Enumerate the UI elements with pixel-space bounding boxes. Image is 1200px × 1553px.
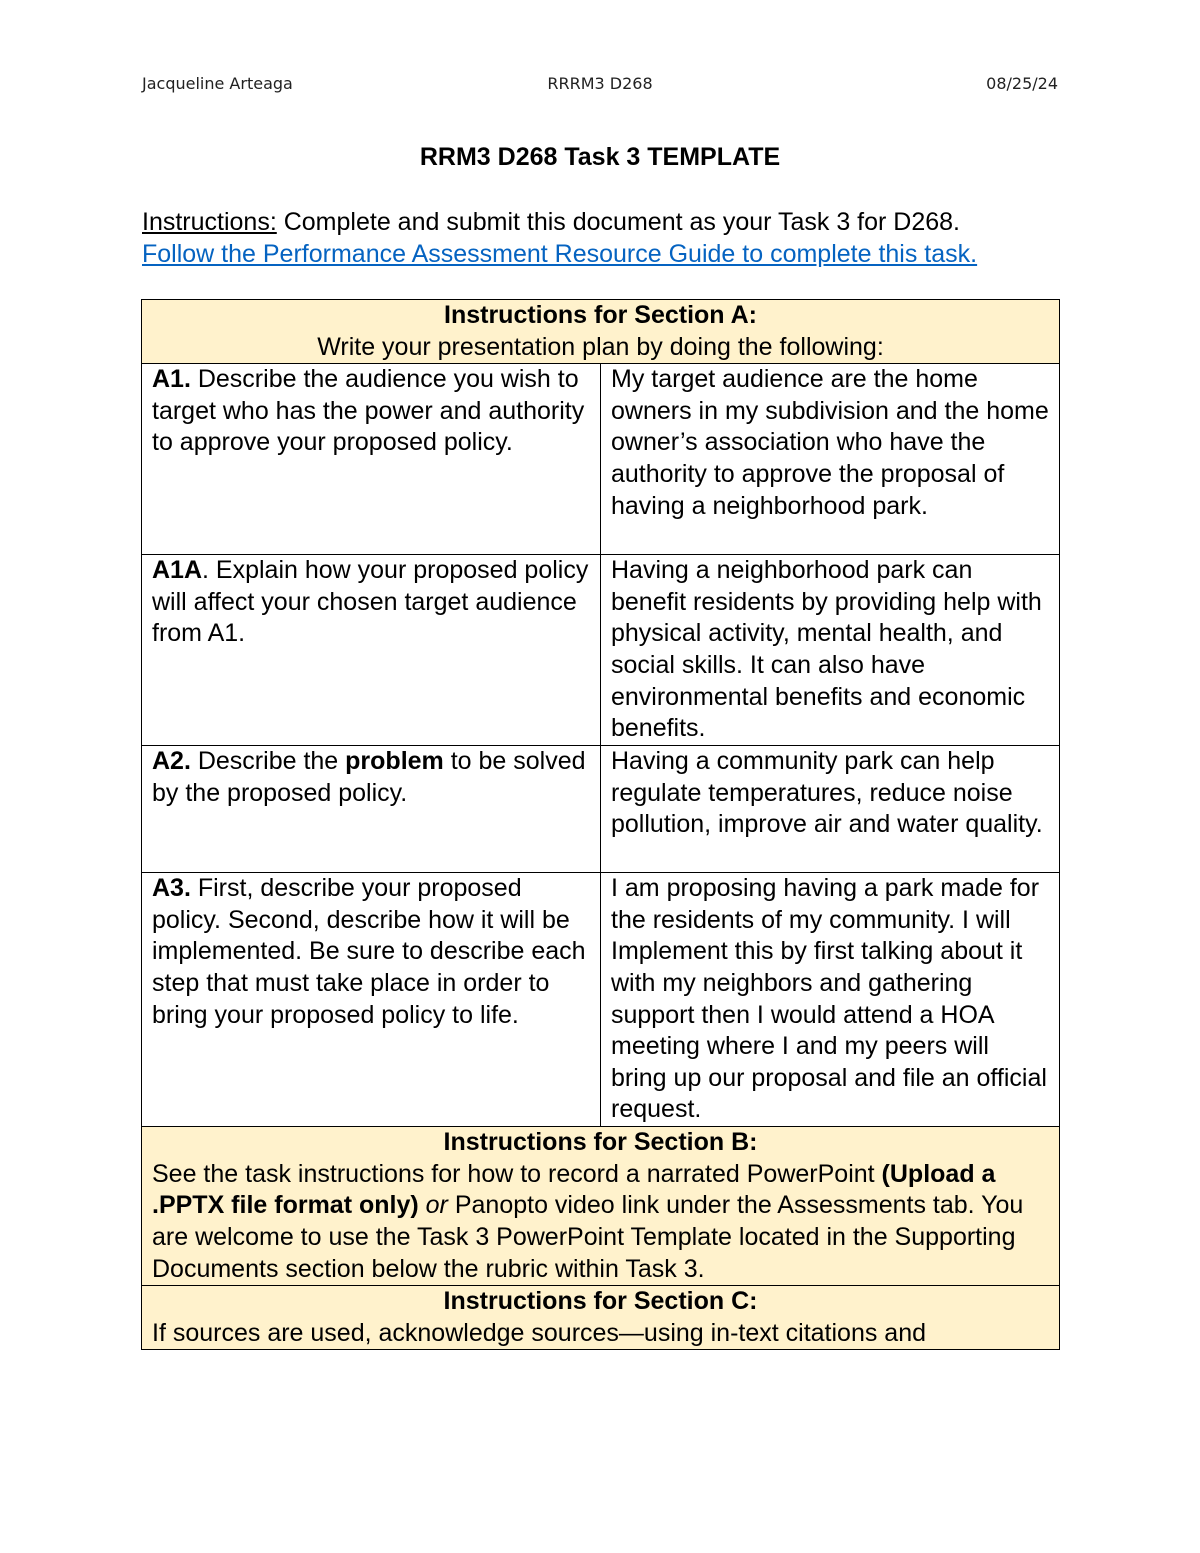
document-title: RRM3 D268 Task 3 TEMPLATE (419, 143, 781, 171)
prompt-cell-a1a (142, 555, 601, 746)
section-a-subheading: Write your presentation plan by doing the following: (317, 332, 884, 361)
section-b-text-2: Panopto video link under the Assessments tab. You are welcome to use the Task 3 PowerPoint Template located in the Supporting Documents section below the rubric within Task 3. (152, 1191, 1024, 1283)
resource-guide-link[interactable]: Follow the Performance Assessment Resource Guide to complete this task. (142, 240, 978, 268)
intro-paragraph (142, 206, 1042, 270)
section-b-heading: Instructions for Section B: (443, 1128, 758, 1157)
prompt-id: A1A (152, 556, 203, 585)
intro-text: Complete and submit this document as your Task 3 for D268. (276, 208, 960, 236)
section-a-heading: Instructions for Section A: (444, 301, 757, 329)
section-b-row (142, 1127, 1060, 1286)
prompt-text-end: to be solved by the proposed policy. (152, 747, 586, 807)
header-date: 08/25/24 (986, 74, 1058, 93)
prompt-emphasis: problem (345, 747, 444, 776)
prompt-cell-a1 (142, 364, 601, 555)
section-c-cell (142, 1286, 1060, 1350)
section-c-heading: Instructions for Section C: (443, 1287, 758, 1316)
section-c-row (142, 1286, 1060, 1350)
prompt-cell-a3 (142, 873, 601, 1127)
table-row (142, 746, 1060, 873)
response-cell-a3[interactable]: I am proposing having a park made for the residents of my community. I will Implement this by first talking about it with my neighbors and gathering support then I would attend a HOA meeting where I and my peers will bring up our proposal and file an official request. (601, 873, 1060, 1127)
response-cell-a1a[interactable]: Having a neighborhood park can benefit residents by providing help with physical activity, mental health, and social skills. It can also have environmental benefits and economic benefits. (601, 555, 1060, 746)
header-course: RRRM3 D268 (547, 74, 653, 93)
prompt-id: A3. (152, 874, 191, 903)
section-b-body (152, 1159, 1049, 1285)
prompt-cell-a2 (142, 746, 601, 873)
prompt-text: . Explain how your proposed policy will affect your chosen target audience from A1. (152, 556, 589, 648)
section-b-italic: or (418, 1191, 448, 1220)
prompt-id: A1. (152, 365, 191, 394)
prompt-text: Describe the audience you wish to target who has the power and authority to approve your proposed policy. (152, 365, 585, 457)
intro-label: Instructions: (142, 208, 277, 236)
section-b-text-1: See the task instructions for how to record a narrated PowerPoint (152, 1159, 882, 1188)
section-a-header-row (142, 300, 1060, 364)
section-c-text: If sources are used, acknowledge sources—using in-text citations and (152, 1318, 927, 1347)
prompt-id: A2. (152, 747, 191, 776)
section-a-header (142, 300, 1060, 364)
header-author: Jacqueline Arteaga (142, 74, 293, 93)
table-row (142, 364, 1060, 555)
template-table (141, 299, 1060, 1350)
section-b-cell (142, 1127, 1060, 1286)
response-cell-a1[interactable]: My target audience are the home owners in my subdivision and the home owner’s association who have the authority to approve the proposal of having a neighborhood park. (601, 364, 1060, 555)
table-row (142, 873, 1060, 1127)
section-b-bold: (Upload a .PPTX file format only) (152, 1159, 996, 1220)
prompt-text: Describe the (190, 747, 346, 776)
response-cell-a2[interactable]: Having a community park can help regulate temperatures, reduce noise pollution, improve air and water quality. (601, 746, 1060, 873)
prompt-text: First, describe your proposed policy. Second, describe how it will be implemented. Be sure to describe each step that must take place in order to bring your proposed policy to life. (152, 874, 586, 1029)
table-row (142, 555, 1060, 746)
